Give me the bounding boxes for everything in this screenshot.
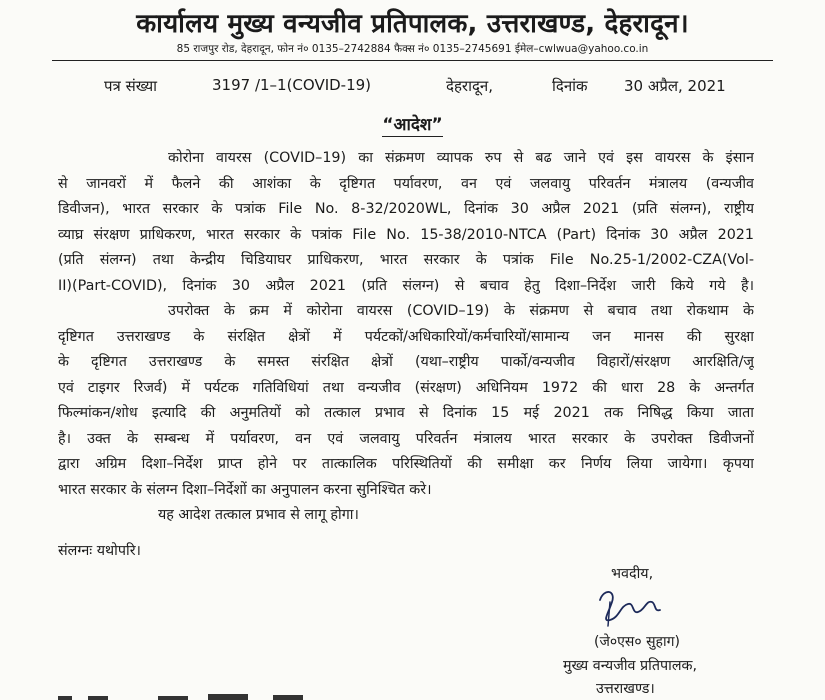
reference-line <box>0 76 825 100</box>
paragraph-2-line: दृष्टिगत उत्तराखण्ड के संरक्षित क्षेत्रों में पर्यटकों/अधिकारियों/कर्मचारियों/सामान्य जन मानस की सुरक्षा <box>58 328 754 345</box>
order-heading <box>0 112 825 135</box>
paragraph-1-line: (प्रति संलग्न) तथा केन्द्रीय चिडियाघर प्राधिकरण, भारत सरकार के पत्रांक File No.25-1/2002-CZA(Vol- <box>58 252 754 268</box>
order-heading-text: “आदेश” <box>382 115 443 135</box>
paragraph-1-line: व्याघ्र संरक्षण प्राधिकरण, भारत सरकार के पत्रांक File No. 15-38/2010-NTCA (Part) दिनांक 30 अप्रैल 2021 <box>58 226 754 243</box>
paragraph-1-line: डिवीजन), भारत सरकार के पत्रांक File No. 8-32/2020WL, दिनांक 30 अप्रैल 2021 (प्रति संलग्न), राष्ट्रीय <box>58 201 754 217</box>
reference-date: 30 अप्रैल, 2021 <box>624 77 726 95</box>
paragraph-2-line: फिल्मांकन/शोध इत्यादि की अनुमतियों को तत्काल प्रभाव से दिनांक 15 मई 2021 तक निषिद्ध किया जाता <box>58 405 754 421</box>
paragraph-1-line: II)(Part-COVID), दिनांक 30 अप्रैल 2021 (प्रति संलग्न) से बचाव हेतु दिशा–निर्देश जारी किये गये है। <box>58 277 754 294</box>
reference-place: देहरादून, <box>446 77 494 95</box>
signature-mark <box>590 582 670 630</box>
letterhead-divider <box>52 60 773 61</box>
closing-yours: भवदीय, <box>611 566 654 582</box>
signatory-designation: मुख्य वन्यजीव प्रतिपालक, <box>563 658 698 674</box>
reference-label: पत्र संख्या <box>104 77 158 95</box>
letterhead-title: कार्यालय मुख्य वन्यजीव प्रतिपालक, उत्तराखण्ड, देहरादून। <box>136 9 689 39</box>
reference-number: 3197 /1–1(COVID-19) <box>212 76 372 94</box>
reference-date-label: दिनांक <box>552 77 588 95</box>
paragraph-2-line: द्वारा अग्रिम दिशा–निर्देश प्राप्त होने पर तात्कालिक परिस्थितियों की समीक्षा कर निर्णय लिया जायेगा। कृपया <box>58 456 754 472</box>
paragraph-3-line: यह आदेश तत्काल प्रभाव से लागू होगा। <box>158 507 359 523</box>
enclosure-note: संलग्नः यथोपरि। <box>58 543 141 559</box>
paragraph-2-line: एवं टाइगर रिजर्व) में पर्यटक गतिविधियां तथा वन्यजीव (संरक्षण) अधिनियम 1972 की धारा 28 के अन्तर्गत <box>58 379 754 396</box>
paragraph-2-line: है। उक्त के सम्बन्ध में पर्यावरण, वन एवं जलवायु परिवर्तन मंत्रालय भारत सरकार के उपरोक्त डिवीजनों <box>58 430 754 447</box>
signatory-name: (जे०एस० सुहाग) <box>594 634 680 650</box>
paragraph-2-line: भारत सरकार के संलग्न दिशा–निर्देशों का अनुपालन करना सुनिश्चित करे। <box>58 481 432 498</box>
order-body <box>58 146 754 529</box>
letterhead-address: 85 राजपुर रोड, देहरादून, फोन नं० 0135–2742884 फैक्स नं० 0135–2745691 ईमेल–cwlwua@yahoo.co.in <box>176 43 649 55</box>
paragraph-2-line: के दृष्टिगत उत्तराखण्ड के समस्त संरक्षित क्षेत्रों (यथा–राष्ट्रीय पार्को/वन्यजीव विहारों/संरक्षण आरक्षिति/जू <box>58 354 754 370</box>
paragraph-2-line: उपरोक्त के क्रम में कोरोना वायरस (COVID–19) के संक्रमण से बचाव तथा रोकथाम के <box>168 303 754 319</box>
paragraph-1-line: कोरोना वायरस (COVID–19) का संक्रमण व्यापक रुप से बढ जाने एवं इस वायरस के इंसान <box>168 150 754 166</box>
signatory-state: उत्तराखण्ड। <box>596 681 655 697</box>
cropped-next-line <box>58 692 318 700</box>
paragraph-1-line: से जानवरों में फैलने की आशंका के दृष्टिगत पर्यावरण, वन एवं जलवायु परिवर्तन मंत्रालय (वन्यजीव <box>58 175 754 192</box>
